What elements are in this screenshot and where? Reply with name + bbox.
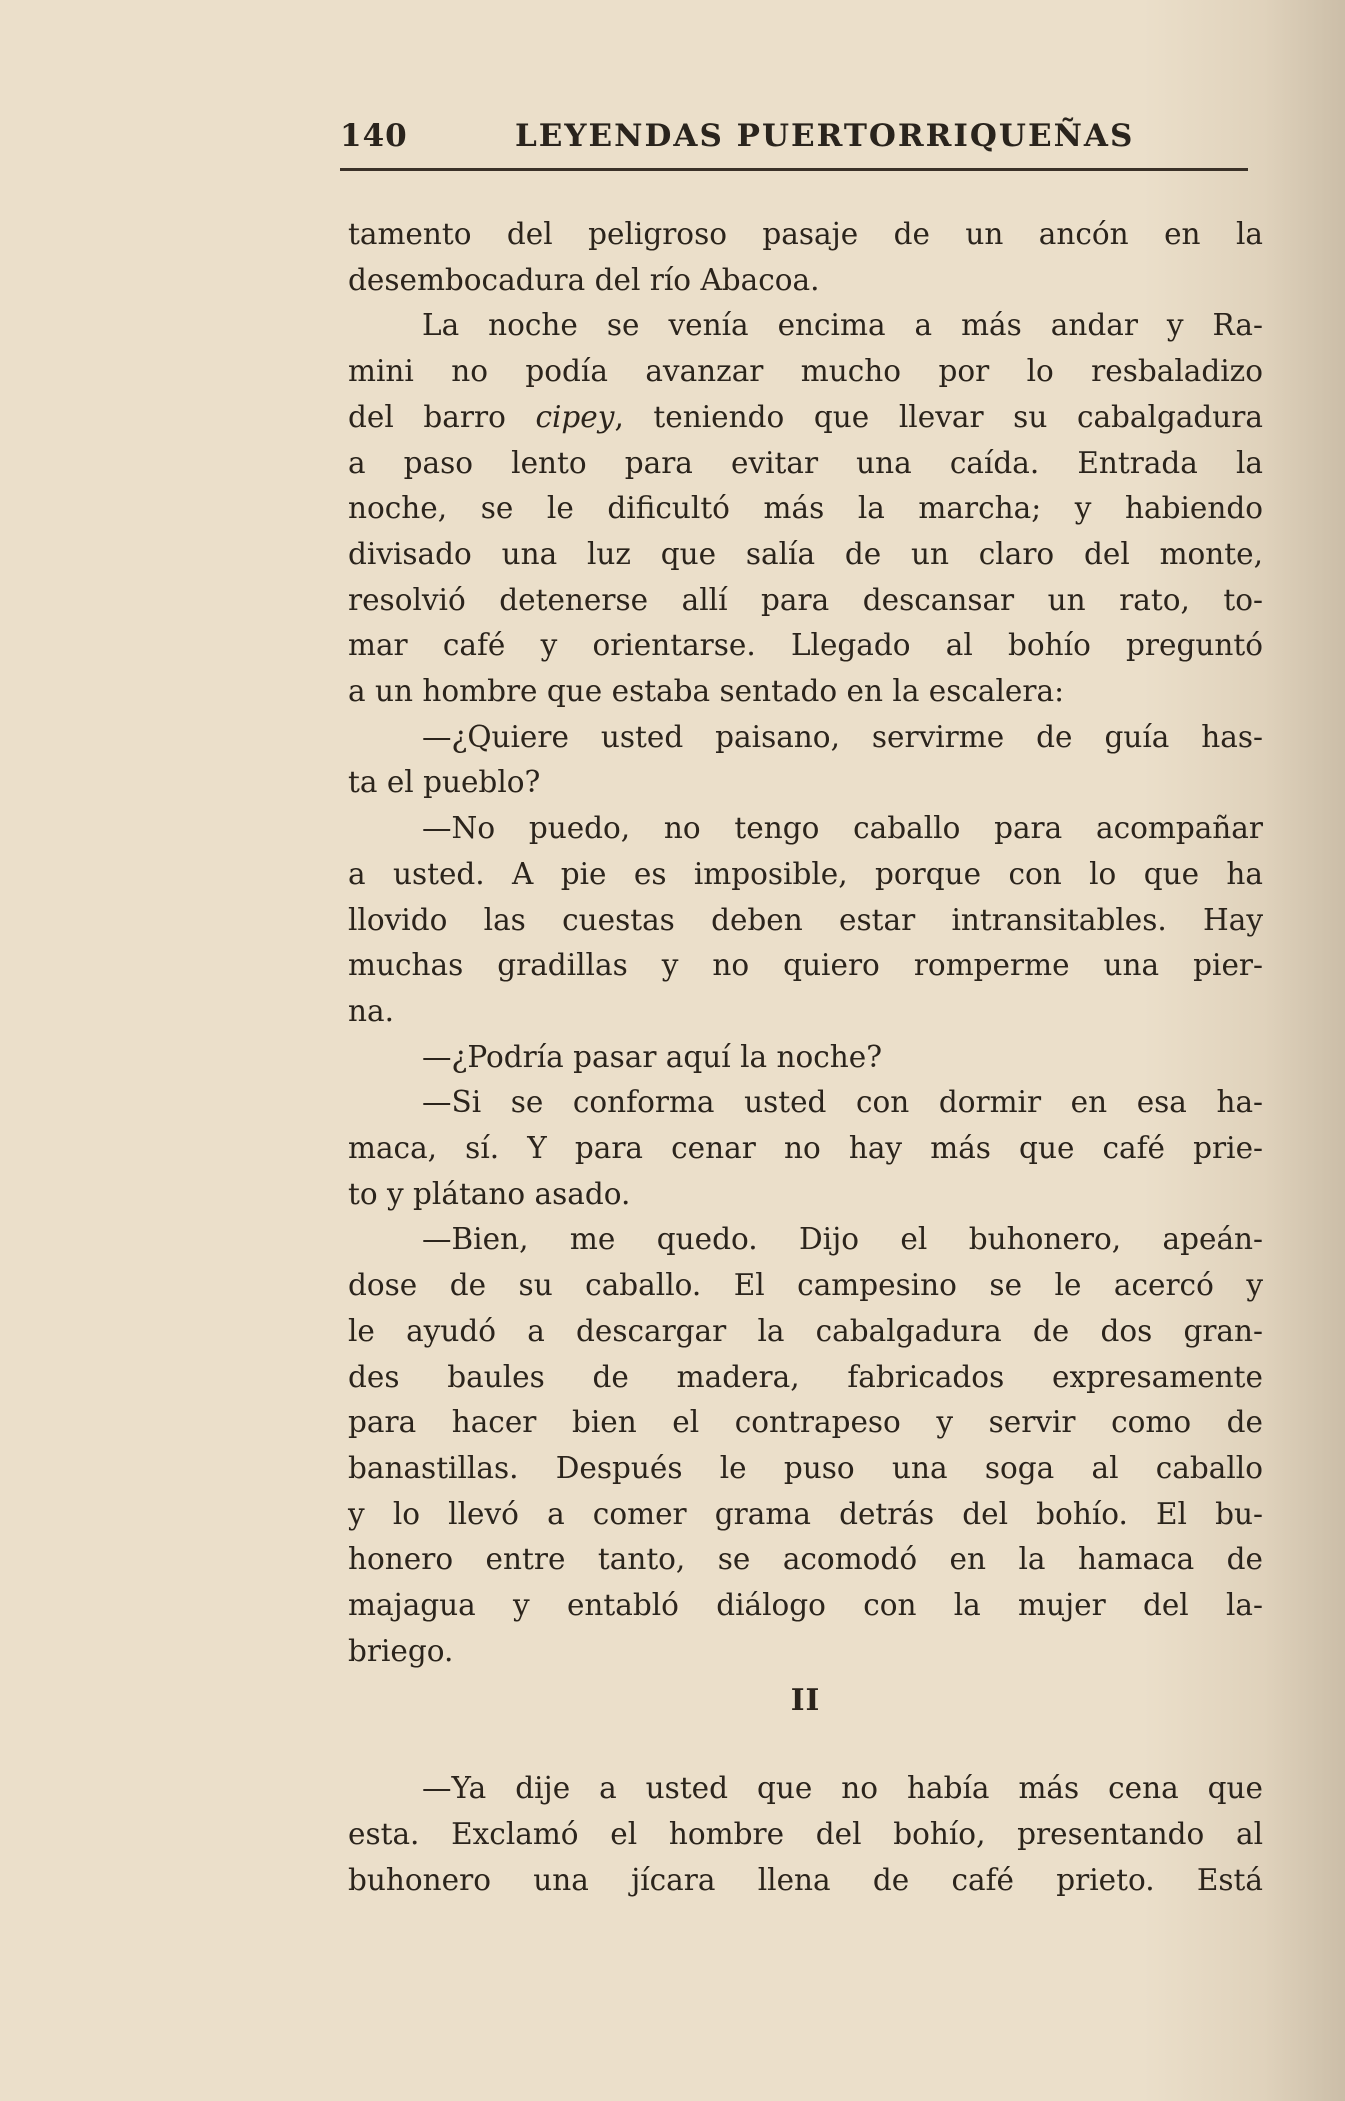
text-line: mini no podía avanzar mucho por lo resbaladizo [348,354,1263,389]
italic-word: cipey [535,399,615,434]
text-line: La noche se venía encima a más andar y Ra- [422,308,1263,343]
header-rule [340,168,1248,171]
text-line: —Ya dije a usted que no había más cena que [422,1771,1263,1806]
running-title: LEYENDAS PUERTORRIQUEÑAS [515,118,1135,154]
text-line: des baules de madera, fabricados expresamente [348,1359,1263,1394]
body-text [348,212,1263,1903]
text-line: divisado una luz que salía de un claro del monte, [348,536,1263,571]
text-line: tamento del peligroso pasaje de un ancón en la [348,217,1263,251]
text-line: —No puedo, no tengo caballo para acompañar [422,811,1263,846]
text-line: honero entre tanto, se acomodó en la hamaca de [348,1542,1263,1577]
text-line: ta el pueblo? [348,765,541,800]
paragraph [348,715,1263,806]
paragraph [348,1217,1263,1674]
section-heading: II [790,1681,821,1717]
text-line: noche, se le dificultó más la marcha; y habiendo [348,491,1263,526]
text-line: —Bien, me quedo. Dijo el buhonero, apeán- [422,1222,1263,1257]
paragraph [348,303,1263,714]
text-line: dose de su caballo. El campesino se le acercó y [348,1268,1263,1303]
text-line: muchas gradillas y no quiero romperme una pier- [348,948,1263,983]
text-line: a un hombre que estaba sentado en la escalera: [348,674,1065,709]
text-fragment: del barro [348,399,536,434]
text-line: le ayudó a descargar la cabalgadura de dos gran- [348,1313,1263,1348]
paragraph [348,1080,1263,1217]
text-line: briego. [348,1633,454,1668]
paragraph [348,1035,1263,1081]
page-header [340,108,1248,166]
paragraph [348,806,1263,1035]
text-line: esta. Exclamó el hombre del bohío, presentando al [348,1816,1263,1851]
text-line: —¿Quiere usted paisano, servirme de guía has- [422,719,1263,754]
text-line: mar café y orientarse. Llegado al bohío preguntó [348,628,1263,663]
text-line: buhonero una jícara llena de café prieto. Está [348,1862,1263,1897]
paragraph [348,212,1263,303]
text-line: na. [348,993,394,1028]
text-line: para hacer bien el contrapeso y servir como de [348,1405,1263,1440]
text-line: —Si se conforma usted con dormir en esa ha- [422,1085,1263,1120]
text-line: a usted. A pie es imposible, porque con lo que ha [348,856,1263,891]
text-line: y lo llevó a comer grama detrás del bohío. El bu- [348,1496,1263,1531]
text-line: —¿Podría pasar aquí la noche? [422,1039,883,1074]
paragraph [348,1766,1263,1903]
text-fragment: , teniendo que llevar su cabalgadura [614,399,1263,434]
text-line: a paso lento para evitar una caída. Entrada la [348,445,1263,480]
text-line: banastillas. Después le puso una soga al caballo [348,1450,1263,1485]
text-line: resolvió detenerse allí para descansar un rato, to- [348,582,1263,617]
page-number: 140 [340,118,408,154]
text-line: maca, sí. Y para cenar no hay más que café prie- [348,1131,1263,1166]
text-line: majagua y entabló diálogo con la mujer del la- [348,1588,1263,1623]
text-line: to y plátano asado. [348,1176,631,1211]
text-line: desembocadura del río Abacoa. [348,262,820,297]
text-line-with-italic [348,395,1263,441]
text-line: llovido las cuestas deben estar intransitables. Hay [348,902,1263,937]
